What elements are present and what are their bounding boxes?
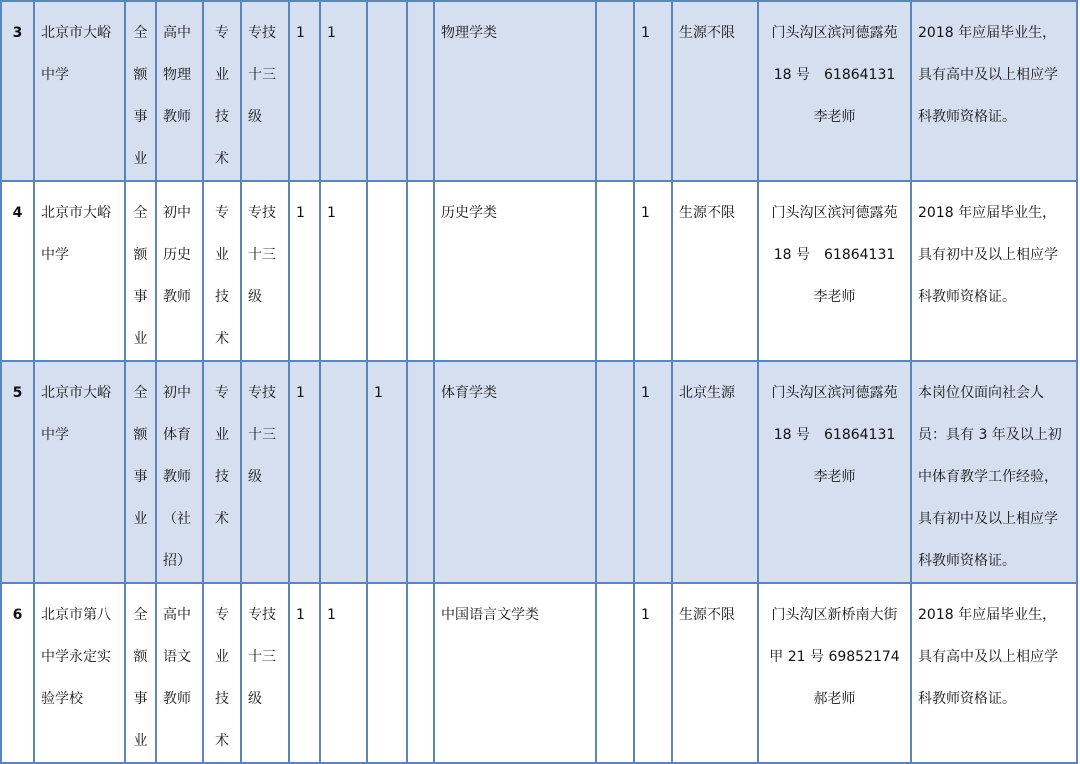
blank-cell	[407, 181, 434, 361]
blank-cell	[407, 583, 434, 763]
table-row	[1, 1, 1077, 181]
exam-ratio: 1	[634, 1, 672, 181]
recruit-count: 1	[289, 361, 320, 583]
position-name: 高中语文教师	[156, 583, 203, 763]
contact-address: 门头沟区滨河德露苑	[771, 385, 898, 401]
unit-nature: 全额事业	[125, 181, 156, 361]
unit-name: 北京市大峪中学	[34, 1, 125, 181]
recruit-count: 1	[289, 583, 320, 763]
unit-nature: 全额事业	[125, 583, 156, 763]
position-category: 专业技术	[203, 1, 241, 181]
source-requirement: 生源不限	[672, 181, 758, 361]
position-name: 高中物理教师	[156, 1, 203, 181]
position-name: 初中体育教师（社招）	[156, 361, 203, 583]
blank-cell	[407, 1, 434, 181]
contact-phone: 甲 21 号 69852174	[769, 649, 900, 665]
social-count: 1	[367, 361, 407, 583]
major-requirement: 体育学类	[434, 361, 596, 583]
recruit-count: 1	[289, 181, 320, 361]
source-requirement: 生源不限	[672, 583, 758, 763]
fresh-graduate-count: 1	[320, 583, 367, 763]
fresh-graduate-count: 1	[320, 181, 367, 361]
position-name: 初中历史教师	[156, 181, 203, 361]
other-requirement: 2018 年应届毕业生，具有高中及以上相应学科教师资格证。	[911, 1, 1077, 181]
contact-address: 门头沟区滨河德露苑	[771, 205, 898, 221]
recruit-count: 1	[289, 1, 320, 181]
table-row	[1, 181, 1077, 361]
other-requirement: 本岗位仅面向社会人员：具有 3 年及以上初中体育教学工作经验，具有初中及以上相应学科教师资格证。	[911, 361, 1077, 583]
other-requirement: 2018 年应届毕业生，具有高中及以上相应学科教师资格证。	[911, 583, 1077, 763]
unit-name: 北京市第八中学永定实验学校	[34, 583, 125, 763]
extra-cell	[596, 181, 634, 361]
contact-phone: 18 号 61864131	[773, 427, 896, 443]
major-requirement: 历史学类	[434, 181, 596, 361]
position-level: 专技十三级	[241, 361, 289, 583]
extra-cell	[596, 583, 634, 763]
contact-address: 门头沟区滨河德露苑	[771, 25, 898, 41]
contact-address: 门头沟区新桥南大街	[771, 607, 898, 623]
position-category: 专业技术	[203, 583, 241, 763]
source-requirement: 生源不限	[672, 1, 758, 181]
contact-phone: 18 号 61864131	[773, 67, 896, 83]
social-count	[367, 181, 407, 361]
position-level: 专技十三级	[241, 1, 289, 181]
social-count	[367, 583, 407, 763]
major-requirement: 中国语言文学类	[434, 583, 596, 763]
exam-ratio: 1	[634, 583, 672, 763]
exam-ratio: 1	[634, 181, 672, 361]
social-count	[367, 1, 407, 181]
extra-cell	[596, 1, 634, 181]
unit-name: 北京市大峪中学	[34, 361, 125, 583]
extra-cell	[596, 361, 634, 583]
contact-person: 李老师	[813, 289, 856, 305]
major-requirement: 物理学类	[434, 1, 596, 181]
position-level: 专技十三级	[241, 181, 289, 361]
position-category: 专业技术	[203, 181, 241, 361]
blank-cell	[407, 361, 434, 583]
fresh-graduate-count	[320, 361, 367, 583]
unit-nature: 全额事业	[125, 1, 156, 181]
fresh-graduate-count: 1	[320, 1, 367, 181]
contact-person: 李老师	[813, 109, 856, 125]
exam-ratio: 1	[634, 361, 672, 583]
table-row	[1, 361, 1077, 583]
row-number: 5	[1, 361, 34, 583]
position-level: 专技十三级	[241, 583, 289, 763]
table-row	[1, 583, 1077, 763]
source-requirement: 北京生源	[672, 361, 758, 583]
contact-phone: 18 号 61864131	[773, 247, 896, 263]
contact-person: 郝老师	[813, 691, 856, 707]
position-category: 专业技术	[203, 361, 241, 583]
unit-nature: 全额事业	[125, 361, 156, 583]
contact-info	[758, 583, 911, 763]
row-number: 3	[1, 1, 34, 181]
row-number: 6	[1, 583, 34, 763]
other-requirement: 2018 年应届毕业生，具有初中及以上相应学科教师资格证。	[911, 181, 1077, 361]
contact-info	[758, 1, 911, 181]
contact-info	[758, 181, 911, 361]
contact-info	[758, 361, 911, 583]
row-number: 4	[1, 181, 34, 361]
unit-name: 北京市大峪中学	[34, 181, 125, 361]
contact-person: 李老师	[813, 469, 856, 485]
